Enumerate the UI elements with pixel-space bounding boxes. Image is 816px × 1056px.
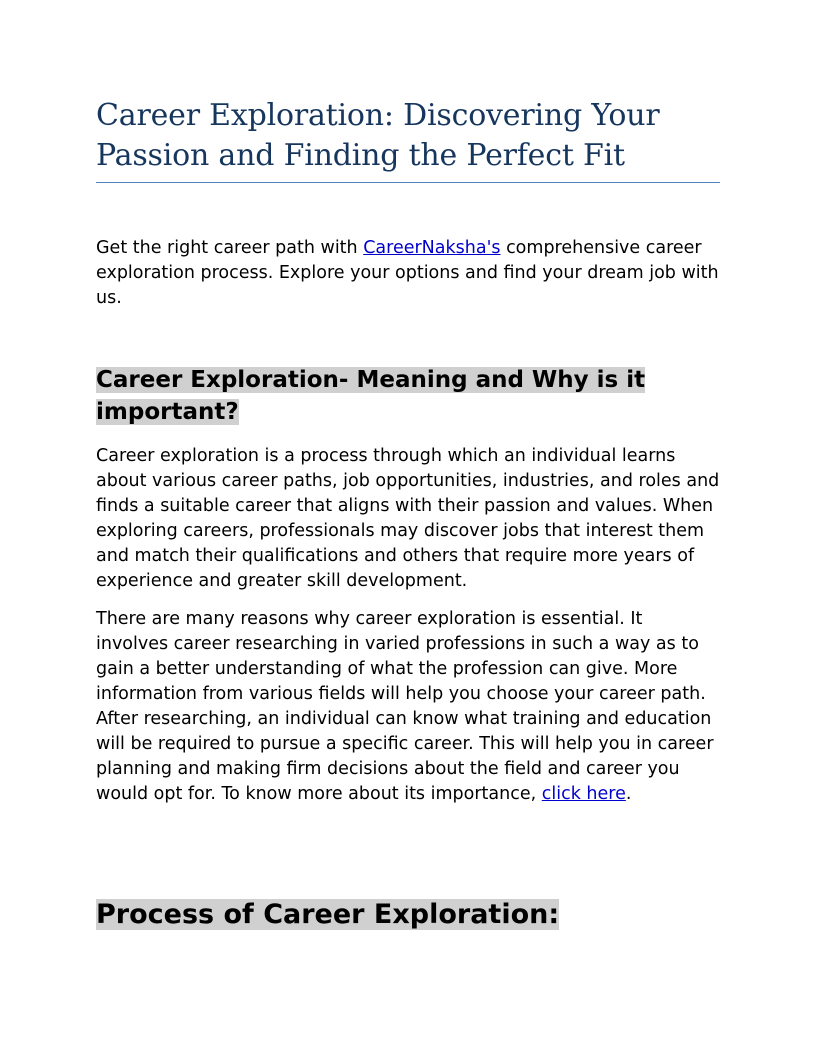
section-heading-process-text: Process of Career Exploration: (96, 899, 560, 930)
meaning-paragraph-2-text: There are many reasons why career exploration is essential. It involves career researching in varied professions in such a way as to gain a better understanding of what the profession can give. More information from various fields will help you choose your career path. After researching, an individual can know what training and education will be required to pursue a specific career. This will help you in career planning and making firm decisions about the field and career you would opt for. To know more about its importance, (96, 609, 714, 804)
section-heading-meaning-text: Career Exploration- Meaning and Why is it important? (96, 367, 646, 425)
meaning-paragraph-2-end: . (625, 784, 632, 804)
intro-text-after-link: comprehensive career exploration process. Explore your options and find your dream job with us. (96, 238, 719, 308)
section-heading-process (96, 897, 720, 933)
section-heading-meaning (96, 364, 720, 428)
click-here-link[interactable]: click here (541, 784, 626, 804)
document-title: Career Exploration: Discovering Your Passion and Finding the Perfect Fit (96, 96, 720, 183)
careernaksha-link[interactable]: CareerNaksha's (363, 238, 501, 258)
meaning-paragraph-2 (96, 607, 720, 807)
meaning-paragraph-1: Career exploration is a process through which an individual learns about various career paths, job opportunities, industries, and roles and finds a suitable career that aligns with their passion and values. When exploring careers, professionals may discover jobs that interest them and match their qualifications and others that require more years of experience and greater skill development. (96, 446, 720, 591)
document-page (96, 96, 720, 933)
intro-paragraph (96, 236, 720, 311)
intro-text-before-link: Get the right career path with (96, 238, 364, 258)
